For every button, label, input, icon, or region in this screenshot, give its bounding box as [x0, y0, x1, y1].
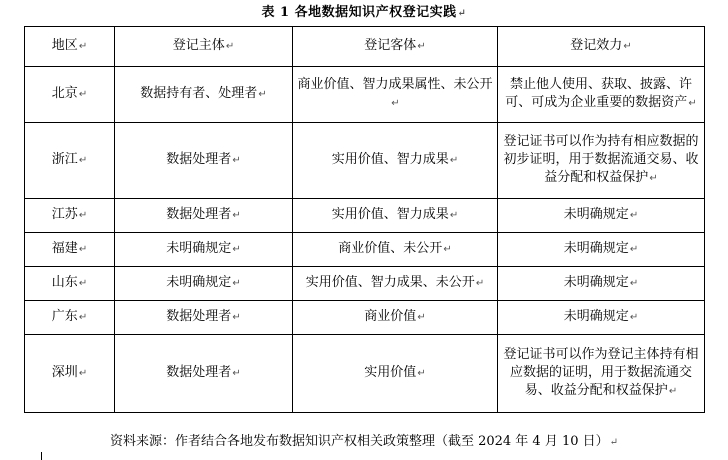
object-cell [293, 233, 498, 267]
paragraph-mark-icon: ↵ [78, 155, 88, 166]
paragraph-mark-icon: ↵ [78, 278, 88, 289]
table-row [25, 67, 705, 123]
paragraph-mark-icon: ↵ [457, 8, 467, 19]
paragraph-mark-icon: ↵ [78, 89, 88, 100]
paragraph-mark-icon: ↵ [78, 244, 88, 255]
subject-text: 数据持有者、处理者 [140, 86, 258, 101]
paragraph-mark-icon: ↵ [78, 210, 88, 221]
table-row [25, 301, 705, 335]
paragraph-mark-icon: ↵ [417, 41, 426, 52]
paragraph-mark-icon: ↵ [232, 278, 241, 289]
paragraph-mark-icon: ↵ [78, 312, 88, 323]
paragraph-mark-icon: ↵ [475, 278, 485, 289]
object-text: 商业价值 [364, 309, 417, 324]
region-text: 江苏 [51, 207, 78, 222]
subject-cell [115, 335, 293, 413]
paragraph-mark-icon: ↵ [78, 368, 88, 379]
paragraph-mark-icon: ↵ [449, 155, 459, 166]
object-text: 实用价值、智力成果 [331, 207, 449, 222]
paragraph-mark-icon: ↵ [629, 278, 639, 289]
region-text: 深圳 [51, 365, 78, 380]
effect-cell [498, 67, 705, 123]
paragraph-mark-icon: ↵ [609, 437, 619, 448]
paragraph-mark-icon: ↵ [629, 312, 639, 323]
effect-cell [498, 123, 705, 199]
subject-cell [115, 123, 293, 199]
paragraph-mark-icon: ↵ [232, 244, 241, 255]
table-caption-text: 表 1 各地数据知识产权登记实践 [261, 5, 457, 20]
paragraph-mark-icon: ↵ [417, 368, 426, 379]
region-text: 浙江 [51, 152, 78, 167]
paragraph-mark-icon: ↵ [258, 89, 267, 100]
object-text: 实用价值 [364, 365, 417, 380]
paragraph-mark-icon: ↵ [232, 210, 241, 221]
table-row [25, 233, 705, 267]
region-cell [25, 233, 115, 267]
subject-cell [115, 67, 293, 123]
subject-cell [115, 301, 293, 335]
paragraph-mark-icon: ↵ [225, 41, 235, 52]
effect-text: 未明确规定 [563, 275, 629, 290]
subject-cell [115, 267, 293, 301]
effect-cell [498, 199, 705, 233]
paragraph-mark-icon: ↵ [232, 155, 241, 166]
effect-text: 未明确规定 [563, 241, 629, 256]
header-cell-effect [498, 27, 705, 67]
source-note-text: 资料来源：作者结合各地发布数据知识产权相关政策整理（截至 2024 年 4 月 10 日） [109, 434, 609, 449]
object-cell [293, 335, 498, 413]
header-cell-object [293, 27, 498, 67]
region-text: 福建 [51, 241, 78, 256]
header-label: 登记主体 [172, 38, 225, 53]
object-text: 商业价值、未公开 [338, 241, 443, 256]
region-cell [25, 67, 115, 123]
object-cell [293, 199, 498, 233]
paragraph-mark-icon: ↵ [232, 368, 241, 379]
source-note [0, 434, 728, 451]
table-row [25, 267, 705, 301]
subject-text: 数据处理者 [166, 309, 232, 324]
object-cell [293, 301, 498, 335]
subject-text: 数据处理者 [166, 365, 232, 380]
region-text: 山东 [51, 275, 78, 290]
effect-cell [498, 233, 705, 267]
region-text: 广东 [51, 309, 78, 324]
subject-text: 数据处理者 [166, 152, 232, 167]
object-cell [293, 67, 498, 123]
region-cell [25, 335, 115, 413]
header-label: 登记客体 [364, 38, 417, 53]
table-caption [0, 4, 728, 23]
object-text: 商业价值、智力成果属性、未公开 [297, 77, 493, 92]
table-header-row [25, 27, 705, 67]
region-cell [25, 267, 115, 301]
object-text: 实用价值、智力成果、未公开 [305, 275, 475, 290]
paragraph-mark-icon: ↵ [649, 173, 658, 184]
paragraph-mark-icon: ↵ [668, 386, 678, 397]
effect-text: 登记证书可以作为持有相应数据的初步证明，用于数据流通交易、收益分配和权益保护 [503, 134, 699, 185]
subject-cell [115, 233, 293, 267]
effect-text: 未明确规定 [563, 207, 629, 222]
paragraph-mark-icon: ↵ [449, 210, 459, 221]
paragraph-mark-icon: ↵ [688, 98, 697, 109]
table-row [25, 335, 705, 413]
paragraph-mark-icon: ↵ [629, 210, 639, 221]
subject-text: 未明确规定 [166, 241, 232, 256]
table-row [25, 123, 705, 199]
paragraph-mark-icon: ↵ [443, 244, 452, 255]
header-cell-region [25, 27, 115, 67]
effect-text: 登记证书可以作为登记主体持有相应数据的证明，用于数据流通交易、收益分配和权益保护 [503, 347, 699, 398]
object-cell [293, 267, 498, 301]
effect-text: 未明确规定 [563, 309, 629, 324]
subject-cell [115, 199, 293, 233]
header-cell-subject [115, 27, 293, 67]
header-label: 登记效力 [570, 38, 623, 53]
table-row [25, 199, 705, 233]
effect-cell [498, 267, 705, 301]
region-text: 北京 [51, 86, 78, 101]
text-cursor [41, 452, 42, 460]
paragraph-mark-icon: ↵ [629, 244, 639, 255]
object-text: 实用价值、智力成果 [331, 152, 449, 167]
paragraph-mark-icon: ↵ [232, 312, 241, 323]
region-cell [25, 301, 115, 335]
header-label: 地区 [51, 38, 78, 53]
subject-text: 数据处理者 [166, 207, 232, 222]
effect-cell [498, 335, 705, 413]
registration-practice-table [24, 26, 705, 413]
effect-text: 禁止他人使用、获取、披露、许可、可成为企业重要的数据资产 [505, 77, 692, 110]
paragraph-mark-icon: ↵ [623, 41, 632, 52]
region-cell [25, 199, 115, 233]
paragraph-mark-icon: ↵ [391, 98, 400, 109]
paragraph-mark-icon: ↵ [417, 312, 426, 323]
subject-text: 未明确规定 [166, 275, 232, 290]
effect-cell [498, 301, 705, 335]
paragraph-mark-icon: ↵ [78, 41, 88, 52]
region-cell [25, 123, 115, 199]
object-cell [293, 123, 498, 199]
